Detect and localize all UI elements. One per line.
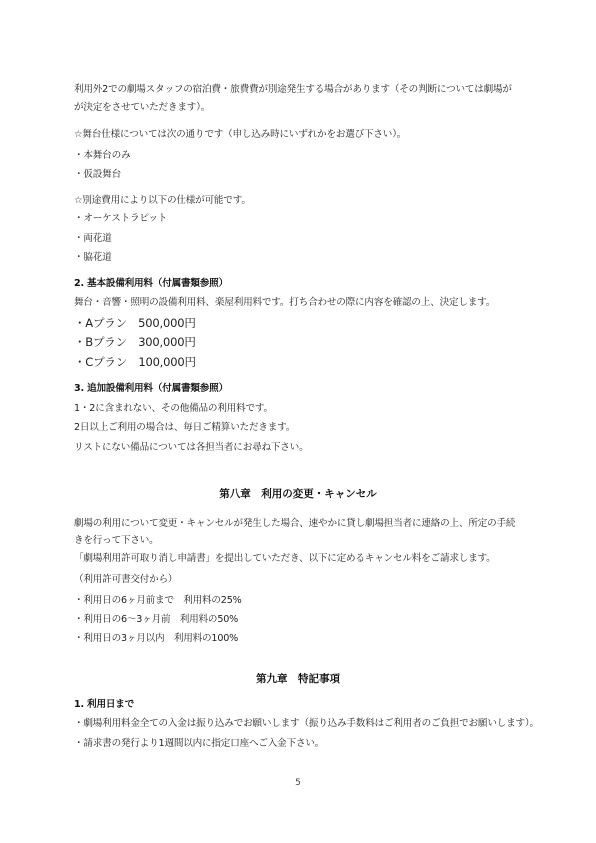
text-line: 「劇場利用許可取り消し申請書」を提出していただき、以下に定めるキャンセル料をご請求します。 — [74, 553, 496, 564]
chapter-heading: 第八章 利用の変更・キャンセル — [219, 488, 377, 500]
text-line: ☆舞台仕様については次の通りです（申し込み時にいずれかをお選び下さい）。 — [74, 129, 407, 140]
text-line: 劇場の利用について変更・キャンセルが発生した場合、速やかに貸し劇場担当者に連絡の上、所定の手続 — [74, 518, 516, 529]
text-line: リストにない備品については各担当者にお尋ね下さい。 — [74, 442, 309, 453]
page-number: 5 — [295, 778, 301, 788]
text-line: 利用外2での劇場スタッフの宿泊費・旅費費が別途発生する場合があります（その判断については劇場が — [74, 84, 512, 95]
list-item: ・利用日の6ヶ月前まで 利用料の25% — [74, 595, 242, 606]
text-line: 舞台・音響・照明の設備利用料、楽屋利用料です。打ち合わせの際に内容を確認の上、決定します。 — [74, 297, 496, 308]
text-line: きを行って下さい。 — [74, 535, 159, 546]
list-item: ・仮設舞台 — [74, 169, 121, 180]
list-item: ・オーケストラピット — [74, 213, 168, 224]
text-line: 2日以上ご利用の場合は、毎日ご精算いただきます。 — [74, 422, 296, 433]
list-item: ・本舞台のみ — [74, 150, 131, 161]
list-item: ・Bプラン 300,000円 — [74, 335, 196, 349]
text-line: 1・2に含まれない、その他備品の利用料です。 — [74, 403, 273, 414]
list-item: ・Cプラン 100,000円 — [74, 355, 196, 369]
list-item: ・脇花道 — [74, 252, 112, 263]
text-line: （利用許可書交付から） — [74, 574, 178, 585]
section-heading: 3. 追加設備利用料（付属書類参照） — [74, 383, 228, 394]
list-item: ・両花道 — [74, 233, 112, 244]
text-line: が決定をさせていただきます）。 — [74, 102, 211, 113]
chapter-heading: 第九章 特記事項 — [256, 673, 340, 685]
text-line: ・劇場利用料金全ての入金は振り込みでお願いします（振り込み手数料はご利用者のご負担でお願いします）。 — [74, 718, 539, 729]
list-item: ・利用日の3ヶ月以内 利用料の100% — [74, 633, 239, 644]
text-line: ・請求書の発行より1週間以内に指定口座へご入金下さい。 — [74, 738, 325, 749]
list-item: ・利用日の6〜3ヶ月前 利用料の50% — [74, 614, 239, 625]
list-item: ・Aプラン 500,000円 — [74, 316, 196, 330]
section-heading: 2. 基本設備利用料（付属書類参照） — [74, 278, 228, 289]
text-line: ☆別途費用により以下の仕様が可能です。 — [74, 195, 251, 206]
section-heading: 1. 利用日まで — [74, 699, 135, 710]
